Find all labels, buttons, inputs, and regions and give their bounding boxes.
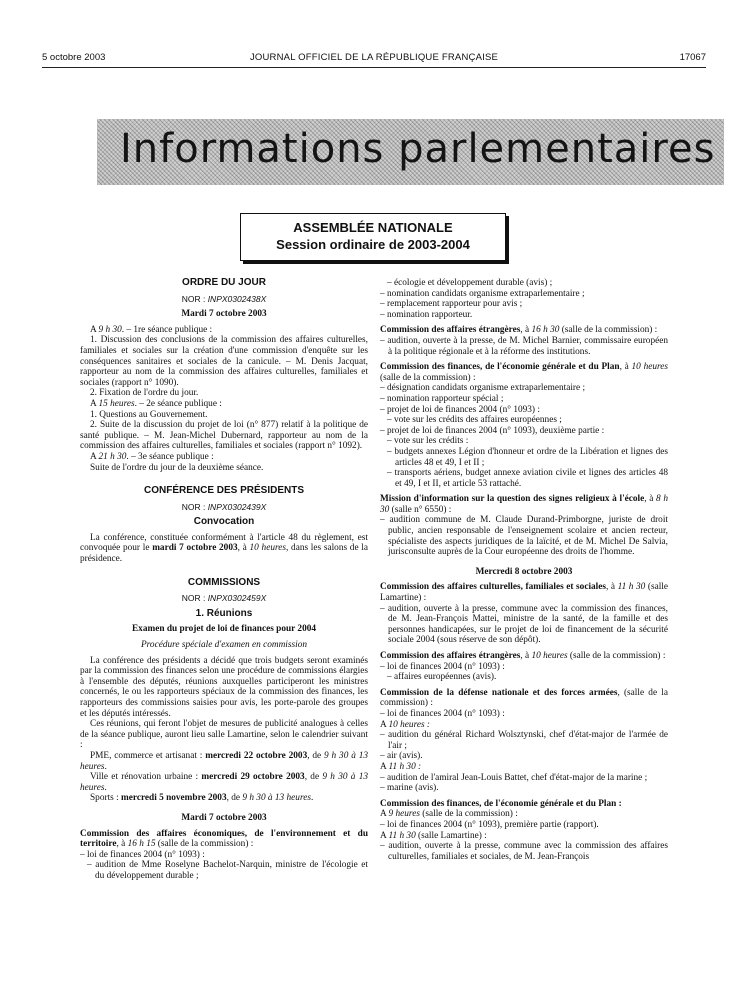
- time-label: A 11 h 30 :: [380, 761, 422, 772]
- commission-heading: Commission des affaires étrangères, à 10 heures (salle de la commission) :: [380, 651, 666, 661]
- commission-heading: Commission des finances, de l'économie générale et du Plan, à 10 heures (salle de la commission) :: [380, 362, 669, 383]
- list-item: – affaires européennes (avis).: [387, 672, 497, 683]
- journal-title: JOURNAL OFFICIEL DE LA RÉPUBLIQUE FRANÇAISE: [249, 52, 499, 63]
- list-item: – transports aériens, budget annexe aviation civile et lignes des articles 48 et 49, I et II, et article 53 rattaché.: [387, 468, 668, 489]
- list-item: – loi de finances 2004 (n° 1093) :: [380, 661, 505, 672]
- list-item: – vote sur les crédits des affaires européennes ;: [387, 415, 562, 426]
- commission-heading: Commission des finances, de l'économie générale et du Plan :: [380, 798, 622, 809]
- session-title: Session ordinaire de 2003-2004: [276, 237, 470, 252]
- ordre-du-jour-heading: ORDRE DU JOUR: [182, 277, 266, 288]
- section-banner: [97, 119, 724, 185]
- list-item: – écologie et développement durable (avis) ;: [387, 278, 553, 288]
- commissions-heading: COMMISSIONS: [187, 576, 261, 588]
- list-item: – désignation candidats organisme extraparlementaire ;: [380, 383, 586, 394]
- session-date: Mardi 7 octobre 2003: [181, 309, 267, 320]
- list-item: – nomination rapporteur.: [380, 309, 473, 320]
- banner-title: Informations parlementaires: [120, 126, 716, 172]
- seance-1: A 9 h 30. – 1re séance publique :: [90, 324, 213, 335]
- page-number: 17067: [679, 52, 706, 63]
- commission-heading: Commission des affaires étrangères, à 16 h 30 (salle de la commission) :: [380, 325, 658, 336]
- commission-heading: Mission d'information sur la question des signes religieux à l'école, à 8 h 30 (salle n° 6550) :: [380, 494, 668, 515]
- list-item: – air (avis).: [380, 751, 423, 762]
- time-label: A 9 heures (salle de la commission) :: [380, 809, 518, 820]
- list-item: – audition, ouverte à la presse, commune avec la commission des finances, de M. Jean-François Mattei, ministre de la santé, de la famille et des personnes handicapées, sur le projet de loi de financement de la sécurité sociale 2004 (sous réserve de son dépôt).: [380, 603, 668, 646]
- list-item: – nomination rapporteur spécial ;: [380, 393, 504, 404]
- list-item: – nomination candidats organisme extraparlementaire ;: [380, 288, 585, 299]
- running-header: [42, 52, 706, 66]
- list-item: – audition de Mme Roselyne Bachelot-Narquin, ministre de l'écologie et du développement durable ;: [87, 860, 368, 881]
- list-item: – audition, ouverte à la presse, commune avec la commission des affaires culturelles, familiales et sociales, de M. Jean-François: [380, 841, 668, 862]
- list-item: – audition commune de M. Claude Durand-Primborgne, juriste de droit public, ancien responsable de l'enseignement scolaire et ancien recteur, spécialiste des aspects juridiques de la laïcité, et de M. Michel De Salvia, jurisconsulte auprès de la Cour européenne des droits de l'homme.: [380, 515, 668, 558]
- paragraph: La conférence des présidents a décidé que trois budgets seront examinés par la commission des finances selon une procédure de commissions élargies à l'ensemble des députés, réunions auxquelles participeront les ministres concernés, le ou les rapporteurs spéciaux de la commission des finances, les rapporteurs des commissions saisies pour avis, les porte-parole des groupes et les députés intéressés.: [80, 655, 368, 719]
- examen-heading: Examen du projet de loi de finances pour 2004: [131, 624, 317, 635]
- convocation-text: La conférence, constituée conformément à l'article 48 du règlement, est convoquée pour le mardi 7 octobre 2003, à 10 heures, dans les salons de la présidence.: [80, 532, 369, 565]
- procedure-heading: Procédure spéciale d'examen en commission: [140, 640, 307, 651]
- commission-heading: Commission des affaires culturelles, familiales et sociales, à 11 h 30 (salle Lamartine) :: [380, 582, 668, 604]
- seance-3: A 21 h 30. – 3e séance publique :: [90, 451, 214, 462]
- commission-heading: Commission des affaires économiques, de l'environnement et du territoire, à 16 h 15 (salle de la commission) :: [80, 828, 368, 850]
- time-label: A 11 h 30 (salle Lamartine) :: [380, 830, 487, 841]
- list-item: – audition de l'amiral Jean-Louis Battet, chef d'état-major de la marine ;: [380, 772, 648, 783]
- nor-ref: NOR : INPX0302439X: [181, 501, 267, 512]
- nor-ref: NOR : INPX0302459X: [181, 593, 267, 604]
- commission-heading: Commission de la défense nationale et des forces armées, (salle de la commission) :: [380, 687, 668, 709]
- paragraph: Ces réunions, qui feront l'objet de mesures de publicité analogues à celles de la séance publique, auront lieu salle Lamartine, selon le calendrier suivant :: [80, 719, 368, 751]
- list-item: – audition du général Richard Wolsztynski, chef d'état-major de l'armée de l'air ;: [380, 730, 668, 751]
- list-item: – loi de finances 2004 (n° 1093) :: [380, 708, 505, 719]
- header-date: 5 octobre 2003: [42, 52, 106, 63]
- list-item: – loi de finances 2004 (n° 1093), première partie (rapport).: [380, 819, 599, 830]
- header-rule: [42, 67, 706, 68]
- list-item: – marine (avis).: [380, 783, 439, 794]
- reunions-heading: 1. Réunions: [195, 607, 253, 619]
- assembly-title: ASSEMBLÉE NATIONALE: [293, 220, 453, 235]
- agenda-item: 1. Questions au Gouvernement.: [90, 409, 208, 420]
- right-column: [380, 278, 668, 862]
- agenda-item: 2. Fixation de l'ordre du jour.: [90, 388, 199, 399]
- convocation-heading: Convocation: [193, 516, 255, 528]
- calendar-item: Sports : mercredi 5 novembre 2003, de 9 h 30 à 13 heures.: [90, 793, 314, 804]
- list-item: – budgets annexes Légion d'honneur et ordre de la Libération et lignes des articles 48 et 49, I et II ;: [387, 446, 668, 468]
- list-item: – projet de loi de finances 2004 (n° 1093), deuxième partie :: [380, 425, 605, 436]
- calendar-item: PME, commerce et artisanat : mercredi 22 octobre 2003, de 9 h 30 à 13 heures.: [80, 750, 368, 772]
- list-item: – loi de finances 2004 (n° 1093) :: [80, 849, 205, 860]
- left-column: [80, 278, 368, 882]
- list-item: – projet de loi de finances 2004 (n° 1093) :: [380, 404, 540, 415]
- list-item: – audition, ouverte à la presse, de M. Michel Barnier, commissaire européen à la politique régionale et à la réforme des institutions.: [380, 335, 668, 357]
- list-item: – remplacement rapporteur pour avis ;: [380, 299, 523, 310]
- agenda-item: Suite de l'ordre du jour de la deuxième séance.: [90, 462, 264, 473]
- assembly-box: [240, 213, 506, 261]
- nor-ref: NOR : INPX0302438X: [181, 293, 267, 304]
- mardi-heading: Mardi 7 octobre 2003: [181, 812, 267, 823]
- time-label: A 10 heures :: [380, 719, 431, 730]
- agenda-item: 2. Suite de la discussion du projet de loi (n° 877) relatif à la politique de santé publique. – M. Jean-Michel Dubernard, rapporteur au nom de la commission des affaires culturelles, familiales et sociales (rapport n° 1092).: [80, 420, 368, 452]
- agenda-item: 1. Discussion des conclusions de la commission des affaires culturelles, familiales et sociales sur la création d'une commission d'enquête sur les conséquences sanitaires et sociales de la canicule. – M. Denis Jacquat, rapporteur au nom de la commission des affaires culturelles, familiales et sociales (rapport n° 1090).: [80, 335, 368, 388]
- calendar-item: Ville et rénovation urbaine : mercredi 29 octobre 2003, de 9 h 30 à 13 heures.: [80, 772, 369, 793]
- list-item: – vote sur les crédits :: [387, 436, 469, 447]
- mercredi-heading: Mercredi 8 octobre 2003: [475, 566, 573, 577]
- seance-2: A 15 heures. – 2e séance publique :: [90, 398, 222, 409]
- conference-heading: CONFÉRENCE DES PRÉSIDENTS: [143, 485, 305, 497]
